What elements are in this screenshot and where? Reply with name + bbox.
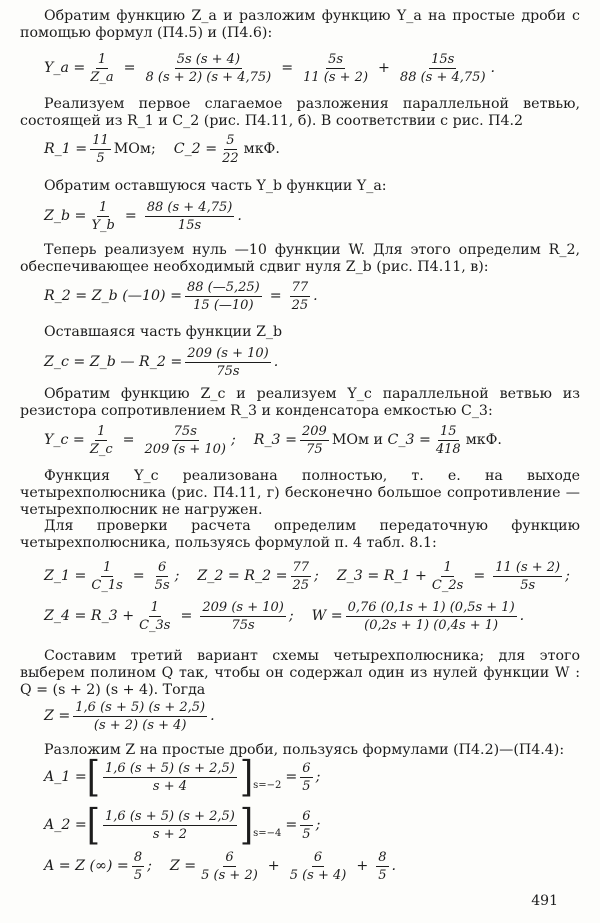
equation-zc: Z_c = Z_b — R_2 = $\frac{209 (s + 10)}{75s}$ . — [44, 346, 279, 379]
page-number: 491 — [531, 893, 558, 909]
eq-lhs: Y_a = — [44, 60, 86, 76]
paragraph-8: Для проверки расчета определим передаточную функцию четырехполюсника, пользуясь формулой п. 4 табл. 8.1: — [20, 518, 580, 551]
equation-z1-z3: Z_1 = $\frac{1}{C\_1s}$ = $\frac{6}{5s}$ ; Z_2 = R_2 = $\frac{77}{25}$ ; Z_3 = R_1 + $\frac{1}{C\_2s}$ = $\frac{11 (s + 2)}{5s}$ ; — [44, 560, 570, 593]
equation-yc: Y_c = $\frac{1}{Z\_c}$ = $\frac{75s}{209 (s + 10)}$ ; R_3 = $\frac{209}{75}$ МОм и C_3 = $\frac{15}{418}$ мкФ. — [44, 424, 502, 457]
equation-ya: Y_a = $\frac{1}{Z\_a}$ = $\frac{5s (s + 4)}{8 (s + 2) (s + 4,75)}$ = $\frac{5s}{11 (s + 2)}$ + $\frac{15s}{88 (s + 4,75)}$ . — [44, 52, 496, 85]
equation-z4-w: Z_4 = R_3 + $\frac{1}{C\_3s}$ = $\frac{209 (s + 10)}{75s}$ ; W = $\frac{0,76 (0,1s + 1) (0,5s + 1)}{(0,2s + 1) (0,4s + 1)}$ . — [44, 600, 525, 633]
fraction: $\frac{5s}{11 (s + 2)}$ — [303, 52, 369, 85]
fraction: $\frac{5s (s + 4)}{8 (s + 2) (s + 4,75)}$ — [145, 52, 272, 85]
equation-a-z: A = Z (∞) = $\frac{8}{5}$ ; Z = $\frac{6}{5 (s + 2)}$ + $\frac{6}{5 (s + 4)}$ + $\frac{8}{5}$ . — [44, 850, 397, 883]
paragraph-1: Обратим функцию Z_a и разложим функцию Y_a на простые дроби с помощью формул (П4.5) и (П4.6): — [20, 8, 580, 41]
paragraph-5: Оставшаяся часть функции Z_b — [44, 324, 283, 340]
equation-zb: Z_b = $\frac{1}{Y\_b}$ = $\frac{88 (s + 4,75)}{15s}$ . — [44, 200, 242, 233]
paragraph-4: Теперь реализуем нуль —10 функции W. Для этого определим R_2, обеспечивающее необходимый сдвиг нуля Z_b (рис. П4.11, в): — [20, 242, 580, 275]
paragraph-7: Функция Y_c реализована полностью, т. е. на выходе четырехполюсника (рис. П4.11, г) бесконечно большое сопротивление — четырехполюсник не нагружен. — [20, 468, 580, 518]
fraction: $\frac{1}{Z\_a}$ — [90, 52, 114, 85]
equation-a1: A_1 = [ $\frac{1,6 (s + 5) (s + 2,5)}{s + 4}$ ] s=−2 = $\frac{6}{5}$ ; — [44, 752, 321, 802]
equation-r2: R_2 = Z_b (—10) = $\frac{88 (—5,25)}{15 (—10)}$ = $\frac{77}{25}$ . — [44, 280, 318, 313]
paragraph-3: Обратим оставшуюся часть Y_b функции Y_a: — [44, 178, 387, 194]
paragraph-2: Реализуем первое слагаемое разложения параллельной ветвью, состоящей из R_1 и C_2 (рис. П4.11, б). В соответствии с рис. П4.2 — [20, 96, 580, 129]
fraction: $\frac{15s}{88 (s + 4,75)}$ — [399, 52, 486, 85]
equation-z: Z = $\frac{1,6 (s + 5) (s + 2,5)}{(s + 2) (s + 4)}$ . — [44, 700, 215, 733]
paragraph-10: Разложим Z на простые дроби, пользуясь формулами (П4.2)—(П4.4): — [44, 742, 565, 758]
equation-r1-c2: R_1 = $\frac{11}{5}$ МОм; C_2 = $\frac{5}{22}$ мкФ. — [44, 133, 280, 166]
equation-a2: A_2 = [ $\frac{1,6 (s + 5) (s + 2,5)}{s + 2}$ ] s=−4 = $\frac{6}{5}$ ; — [44, 800, 321, 850]
paragraph-6: Обратим функцию Z_c и реализуем Y_c параллельной ветвью из резистора сопротивлением R_3 и конденсатора емкостью C_3: — [20, 386, 580, 419]
paragraph-9: Составим третий вариант схемы четырехполюсника; для этого выберем полином Q так, чтобы он содержал один из нулей функции W : Q = (s + 2) (s + 4). Тогда — [20, 648, 580, 698]
